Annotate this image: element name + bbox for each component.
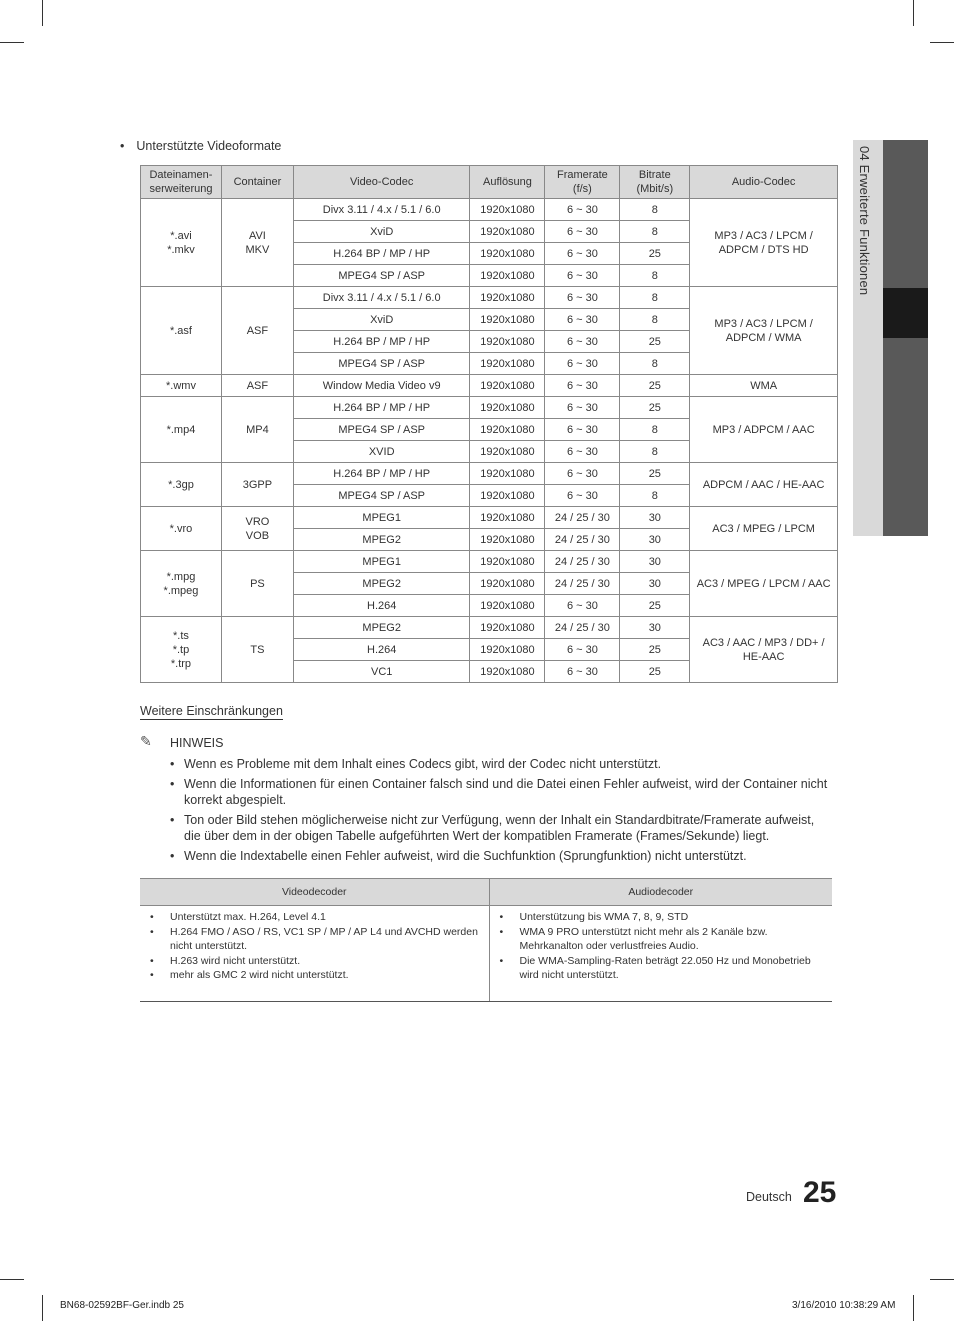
resolution-cell: 1920x1080 [470, 265, 545, 287]
table-row [141, 397, 838, 419]
container-cell: MP4 [221, 397, 293, 463]
bitrate-cell: 8 [620, 353, 690, 375]
framerate-cell: 24 / 25 / 30 [545, 529, 620, 551]
crop-mark [913, 1295, 914, 1321]
framerate-cell: 6 ~ 30 [545, 661, 620, 683]
audio-codec-cell: MP3 / AC3 / LPCM / ADPCM / WMA [690, 287, 838, 375]
resolution-cell: 1920x1080 [470, 199, 545, 221]
video-codec-cell: H.264 BP / MP / HP [293, 463, 470, 485]
framerate-cell: 6 ~ 30 [545, 639, 620, 661]
video-codec-cell: MPEG4 SP / ASP [293, 353, 470, 375]
audio-codec-cell: AC3 / MPEG / LPCM / AAC [690, 551, 838, 617]
bitrate-cell: 25 [620, 661, 690, 683]
column-header: Framerate (f/s) [545, 166, 620, 199]
video-codec-cell: MPEG4 SP / ASP [293, 485, 470, 507]
video-codec-cell: H.264 [293, 639, 470, 661]
list-item: • Die WMA-Sampling-Raten beträgt 22.050 Hz und Monobetrieb wird nicht unterstützt. [490, 954, 833, 983]
framerate-cell: 6 ~ 30 [545, 199, 620, 221]
notes-list [170, 756, 830, 868]
list-item: • H.264 FMO / ASO / RS, VC1 SP / MP / AP L4 und AVCHD werden nicht unterstützt. [140, 925, 489, 954]
bitrate-cell: 8 [620, 441, 690, 463]
column-header: Bitrate (Mbit/s) [620, 166, 690, 199]
video-codec-cell: H.264 BP / MP / HP [293, 331, 470, 353]
container-cell: PS [221, 551, 293, 617]
bitrate-cell: 8 [620, 199, 690, 221]
resolution-cell: 1920x1080 [470, 287, 545, 309]
extension-cell: *.3gp [141, 463, 222, 507]
bitrate-cell: 30 [620, 617, 690, 639]
framerate-cell: 6 ~ 30 [545, 353, 620, 375]
framerate-cell: 6 ~ 30 [545, 485, 620, 507]
resolution-cell: 1920x1080 [470, 375, 545, 397]
video-codec-cell: MPEG4 SP / ASP [293, 419, 470, 441]
container-cell: ASF [221, 375, 293, 397]
extension-cell: *.asf [141, 287, 222, 375]
crop-mark [0, 1279, 24, 1280]
video-codec-cell: XVID [293, 441, 470, 463]
video-codec-cell: H.264 BP / MP / HP [293, 243, 470, 265]
bitrate-cell: 8 [620, 309, 690, 331]
chapter-tab-block [883, 140, 928, 288]
section-title [120, 139, 281, 153]
video-codec-cell: Divx 3.11 / 4.x / 5.1 / 6.0 [293, 287, 470, 309]
table-row [141, 507, 838, 529]
bitrate-cell: 30 [620, 573, 690, 595]
extension-cell: *.ts *.tp *.trp [141, 617, 222, 683]
framerate-cell: 6 ~ 30 [545, 441, 620, 463]
framerate-cell: 6 ~ 30 [545, 309, 620, 331]
framerate-cell: 6 ~ 30 [545, 595, 620, 617]
video-codec-cell: Divx 3.11 / 4.x / 5.1 / 6.0 [293, 199, 470, 221]
extension-cell: *.wmv [141, 375, 222, 397]
resolution-cell: 1920x1080 [470, 243, 545, 265]
framerate-cell: 24 / 25 / 30 [545, 573, 620, 595]
crop-mark [0, 42, 24, 43]
resolution-cell: 1920x1080 [470, 419, 545, 441]
video-codec-cell: MPEG2 [293, 529, 470, 551]
table-row [141, 617, 838, 639]
list-item: • Wenn es Probleme mit dem Inhalt eines Codecs gibt, wird der Codec nicht unterstützt. [170, 756, 830, 772]
list-item: • Unterstützung bis WMA 7, 8, 9, STD [490, 910, 833, 925]
column-header: Dateinamen- serweiterung [141, 166, 222, 199]
framerate-cell: 6 ~ 30 [545, 243, 620, 265]
table-header-row [140, 879, 832, 906]
video-codec-cell: Window Media Video v9 [293, 375, 470, 397]
extension-cell: *.mpg *.mpeg [141, 551, 222, 617]
video-codec-cell: XviD [293, 221, 470, 243]
decoders-table [140, 878, 832, 1002]
list-item: • Wenn die Informationen für einen Container falsch sind und die Datei einen Fehler aufweist, wird der Container nicht korrekt abgespielt. [170, 776, 830, 808]
audio-codec-cell: MP3 / ADPCM / AAC [690, 397, 838, 463]
table-row [140, 906, 832, 1002]
crop-mark [930, 1279, 954, 1280]
resolution-cell: 1920x1080 [470, 463, 545, 485]
container-cell: AVI MKV [221, 199, 293, 287]
page-number: 25 [803, 1176, 837, 1209]
framerate-cell: 6 ~ 30 [545, 463, 620, 485]
column-header: Video-Codec [293, 166, 470, 199]
bitrate-cell: 25 [620, 243, 690, 265]
bitrate-cell: 25 [620, 375, 690, 397]
crop-mark [930, 42, 954, 43]
framerate-cell: 24 / 25 / 30 [545, 617, 620, 639]
restrictions-heading: Weitere Einschränkungen [140, 704, 283, 718]
resolution-cell: 1920x1080 [470, 441, 545, 463]
audio-codec-cell: WMA [690, 375, 838, 397]
extension-cell: *.mp4 [141, 397, 222, 463]
audio-decoder-list [490, 910, 833, 983]
video-decoder-list [140, 910, 489, 983]
framerate-cell: 24 / 25 / 30 [545, 507, 620, 529]
bitrate-cell: 8 [620, 221, 690, 243]
crop-mark [42, 1295, 43, 1321]
video-codec-cell: VC1 [293, 661, 470, 683]
resolution-cell: 1920x1080 [470, 507, 545, 529]
resolution-cell: 1920x1080 [470, 661, 545, 683]
video-codec-cell: MPEG4 SP / ASP [293, 265, 470, 287]
video-codec-cell: MPEG1 [293, 551, 470, 573]
table-row [141, 375, 838, 397]
crop-mark [913, 0, 914, 26]
list-item: • Unterstützt max. H.264, Level 4.1 [140, 910, 489, 925]
bitrate-cell: 30 [620, 529, 690, 551]
bitrate-cell: 25 [620, 397, 690, 419]
resolution-cell: 1920x1080 [470, 529, 545, 551]
bitrate-cell: 8 [620, 485, 690, 507]
resolution-cell: 1920x1080 [470, 331, 545, 353]
framerate-cell: 6 ~ 30 [545, 397, 620, 419]
language-label: Deutsch [746, 1190, 792, 1204]
table-row [141, 551, 838, 573]
framerate-cell: 6 ~ 30 [545, 375, 620, 397]
list-item: • Ton oder Bild stehen möglicherweise nicht zur Verfügung, wenn der Inhalt ein Standardbitrate/Framerate aufweist, die über dem in der obigen Tabelle aufgeführten Wert der kompatiblen Framerate (Frames/Sekunde) liegt. [170, 812, 830, 844]
resolution-cell: 1920x1080 [470, 221, 545, 243]
audio-decoder-header: Audiodecoder [489, 879, 832, 906]
pencil-note-icon: ✎ [140, 733, 152, 749]
container-cell: ASF [221, 287, 293, 375]
framerate-cell: 24 / 25 / 30 [545, 551, 620, 573]
bitrate-cell: 30 [620, 507, 690, 529]
bitrate-cell: 25 [620, 331, 690, 353]
file-info: BN68-02592BF-Ger.indb 25 [60, 1300, 184, 1311]
extension-cell: *.avi *.mkv [141, 199, 222, 287]
list-item: • H.263 wird nicht unterstützt. [140, 954, 489, 969]
bitrate-cell: 30 [620, 551, 690, 573]
chapter-tab-block [883, 338, 928, 536]
column-header: Audio-Codec [690, 166, 838, 199]
bullet-icon: • [120, 139, 125, 153]
list-item: • WMA 9 PRO unterstützt nicht mehr als 2 Kanäle bzw. Mehrkanalton oder verlustfreies Audio. [490, 925, 833, 954]
audio-codec-cell: AC3 / AAC / MP3 / DD+ / HE-AAC [690, 617, 838, 683]
framerate-cell: 6 ~ 30 [545, 265, 620, 287]
container-cell: TS [221, 617, 293, 683]
print-timestamp: 3/16/2010 10:38:29 AM [792, 1300, 896, 1311]
bitrate-cell: 8 [620, 287, 690, 309]
bitrate-cell: 8 [620, 419, 690, 441]
chapter-tab-active-marker [883, 288, 928, 338]
table-row [141, 287, 838, 309]
bitrate-cell: 8 [620, 265, 690, 287]
video-codec-cell: H.264 BP / MP / HP [293, 397, 470, 419]
resolution-cell: 1920x1080 [470, 595, 545, 617]
audio-codec-cell: ADPCM / AAC / HE-AAC [690, 463, 838, 507]
container-cell: VRO VOB [221, 507, 293, 551]
list-item: • Wenn die Indextabelle einen Fehler aufweist, wird die Suchfunktion (Sprungfunktion) nicht unterstützt. [170, 848, 830, 864]
video-codec-cell: MPEG1 [293, 507, 470, 529]
table-row [141, 463, 838, 485]
resolution-cell: 1920x1080 [470, 551, 545, 573]
audio-codec-cell: MP3 / AC3 / LPCM / ADPCM / DTS HD [690, 199, 838, 287]
video-decoder-cell [140, 906, 489, 1002]
resolution-cell: 1920x1080 [470, 617, 545, 639]
framerate-cell: 6 ~ 30 [545, 287, 620, 309]
extension-cell: *.vro [141, 507, 222, 551]
list-item: • mehr als GMC 2 wird nicht unterstützt. [140, 968, 489, 983]
resolution-cell: 1920x1080 [470, 397, 545, 419]
video-codec-cell: MPEG2 [293, 617, 470, 639]
table-header-row [141, 166, 838, 199]
resolution-cell: 1920x1080 [470, 573, 545, 595]
chapter-label: 04 Erweiterte Funktionen [857, 146, 872, 296]
video-formats-table [140, 165, 838, 683]
video-codec-cell: MPEG2 [293, 573, 470, 595]
table-row [141, 199, 838, 221]
resolution-cell: 1920x1080 [470, 639, 545, 661]
column-header: Auflösung [470, 166, 545, 199]
bitrate-cell: 25 [620, 463, 690, 485]
bitrate-cell: 25 [620, 595, 690, 617]
audio-decoder-cell [489, 906, 832, 1002]
resolution-cell: 1920x1080 [470, 485, 545, 507]
bitrate-cell: 25 [620, 639, 690, 661]
resolution-cell: 1920x1080 [470, 353, 545, 375]
column-header: Container [221, 166, 293, 199]
crop-mark [42, 0, 43, 26]
audio-codec-cell: AC3 / MPEG / LPCM [690, 507, 838, 551]
section-title-text: Unterstützte Videoformate [136, 139, 282, 153]
framerate-cell: 6 ~ 30 [545, 221, 620, 243]
framerate-cell: 6 ~ 30 [545, 331, 620, 353]
note-title: HINWEIS [170, 736, 224, 750]
video-codec-cell: XviD [293, 309, 470, 331]
framerate-cell: 6 ~ 30 [545, 419, 620, 441]
resolution-cell: 1920x1080 [470, 309, 545, 331]
video-codec-cell: H.264 [293, 595, 470, 617]
container-cell: 3GPP [221, 463, 293, 507]
video-decoder-header: Videodecoder [140, 879, 489, 906]
